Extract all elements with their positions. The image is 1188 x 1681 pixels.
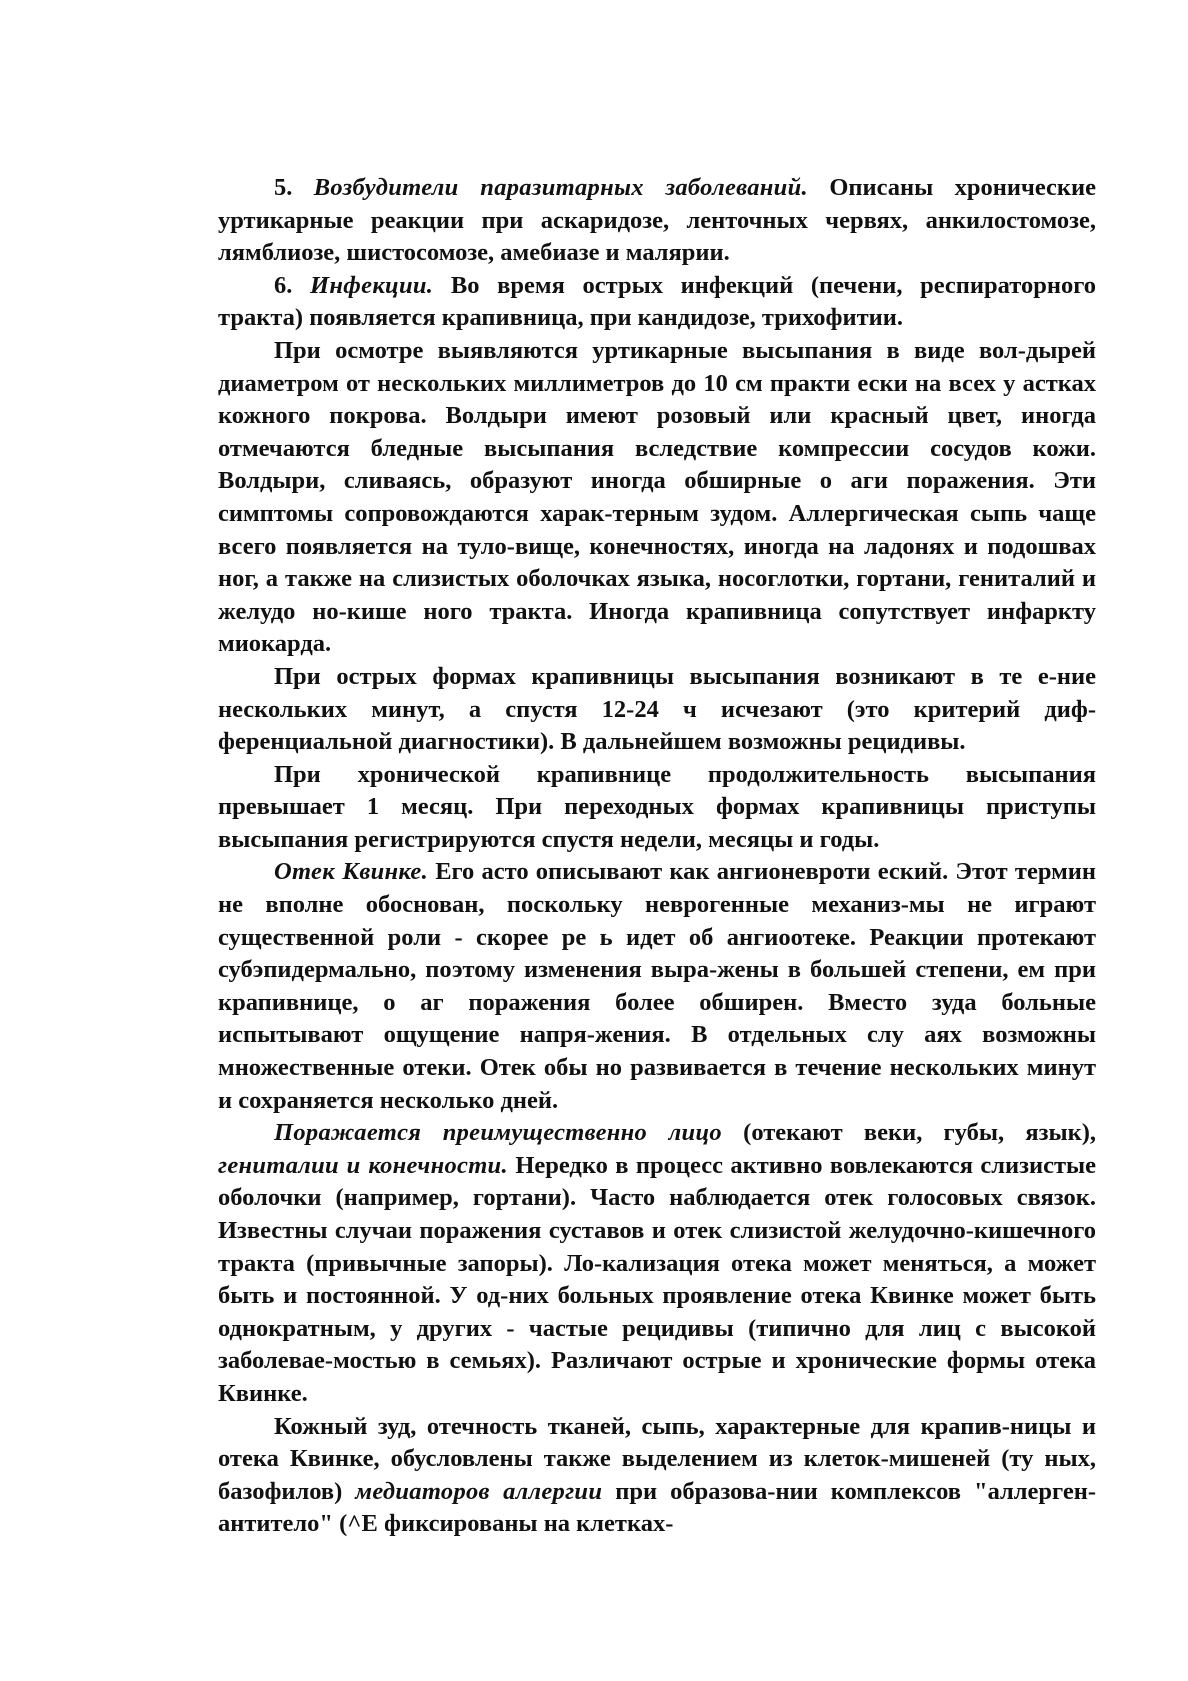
emphasis-text: медиаторов аллергии: [355, 1477, 603, 1505]
section-heading: Отек Квинке.: [274, 858, 428, 886]
paragraph-text: Описаны хронические уртикарные реакции при аскаридозе, ленточных червях, анкилостомозе, лямблиозе, шистосомозе, амебиазе и малярии.: [218, 174, 1096, 267]
item-heading: Инфекции.: [310, 271, 434, 299]
item-heading: Возбудители паразитарных заболеваний.: [313, 174, 808, 201]
item-number: 5.: [274, 174, 314, 201]
emphasis-text: гениталии и конечности.: [218, 1151, 508, 1179]
paragraph-quincke-edema: [218, 856, 1096, 1117]
paragraph-text: (отекают веки, губы, язык),: [721, 1119, 1096, 1147]
paragraph-text: при образова-нии комплексов "аллерген-антитело" (^Е фиксированы на клетках-: [218, 1477, 1097, 1538]
document-body: [218, 172, 1096, 1541]
paragraph-text: При хронической крапивнице продолжительность высыпания превышает 1 месяц. При переходных формах крапивницы приступы высыпания регистрируются спустя недели, месяцы и годы.: [218, 760, 1096, 853]
emphasis-text: Поражается преимущественно лицо: [274, 1119, 722, 1147]
item-number: 6.: [274, 271, 311, 299]
paragraph-text: При острых формах крапивницы высыпания возникают в те е-ние нескольких минут, а спустя 12-24 ч исчезают (это критерий диф-ференциальной диагностики). В дальнейшем возможны рецидивы.: [218, 662, 1096, 756]
paragraph-examination: [218, 335, 1096, 661]
paragraph-acute-forms: [218, 661, 1096, 759]
paragraph-chronic-forms: [218, 759, 1096, 857]
paragraph-mediators: [218, 1411, 1096, 1541]
paragraph-affected-areas: [218, 1117, 1096, 1410]
paragraph-text: При осмотре выявляются уртикарные высыпания в виде вол-дырей диаметром от нескольких миллиметров до 10 см практи ески на всех у астках кожного покрова. Волдыри имеют розовый или красный цвет, иногда отмечаются бледные высыпания вследствие компрессии сосудов кожи. Волдыри, сливаясь, образуют иногда обширные о аги поражения. Эти симптомы сопровождаются харак-терным зудом. Аллергическая сыпь чаще всего появляется на туло-вище, конечностях, иногда на ладонях и подошвах ног, а также на слизистых оболочках языка, носоглотки, гортани, гениталий и желудо но-кише ного тракта. Иногда крапивница сопутствует инфаркту миокарда.: [218, 336, 1096, 658]
paragraph-text: Во время острых инфекций (печени, респираторного тракта) появляется крапивница, при кандидозе, трихофитии.: [218, 271, 1096, 332]
paragraph-text: Нередко в процесс активно вовлекаются слизистые оболочки (например, гортани). Часто наблюдается отек голосовых связок. Известны случаи поражения суставов и отек слизистой желудочно-кишечного тракта (привычные запоры). Ло-кализация отека может меняться, а может быть и постоянной. У од-них больных проявление отека Квинке может быть однократным, у других - частые рецидивы (типично для лиц с высокой заболевае-мостью в семьях). Различают острые и хронические формы отека Квинке.: [218, 1151, 1096, 1407]
paragraph-text: Его асто описывают как ангионевроти еский. Этот термин не вполне обоснован, поскольку неврогенные механиз-мы не играют существенной роли - скорее ре ь идет об ангиоотеке. Реакции протекают субэпидермально, поэтому изменения выра-жены в большей степени, ем при крапивнице, о аг поражения более обширен. Вместо зуда больные испытывают ощущение напря-жения. В отдельных слу аях возможны множественные отеки. Отек обы но развивается в течение нескольких минут и сохраняется несколько дней.: [218, 858, 1096, 1114]
paragraph-text: Кожный зуд, отечность тканей, сыпь, характерные для крапив-ницы и отека Квинке, обусловлены также выделением из клеток-мишеней (ту ных, базофилов): [218, 1412, 1096, 1505]
paragraph-infections: [218, 270, 1096, 335]
paragraph-parasitic-pathogens: [218, 172, 1096, 270]
